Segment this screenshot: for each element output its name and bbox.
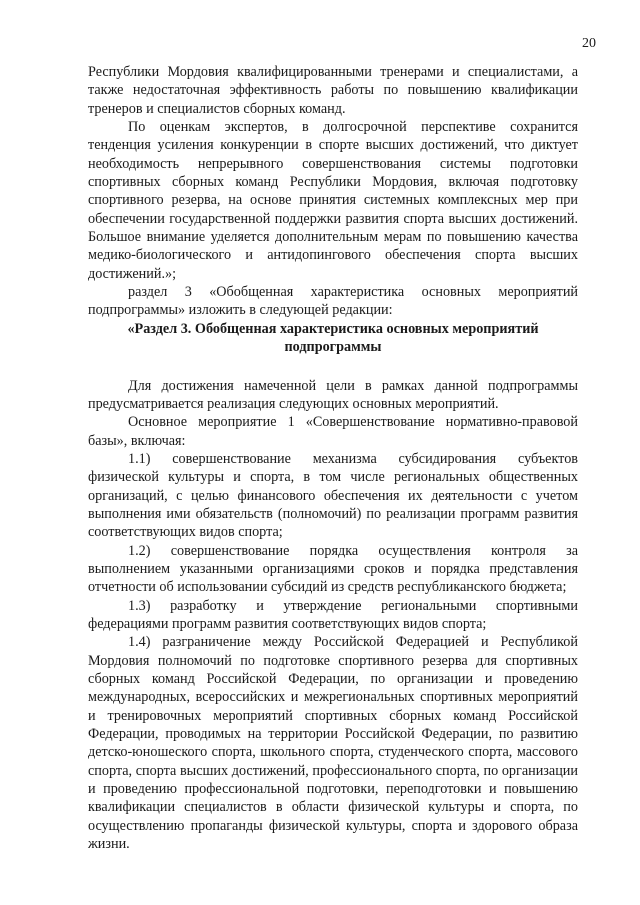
list-item: 1.3) разработку и утверждение региональными спортивными федерациями программ развития соответствующих видов спорта; (88, 597, 578, 632)
paragraph: По оценкам экспертов, в долгосрочной перспективе сохранится тенденция усиления конкуренции в спорте высших достижений, что диктует необходимость непрерывного совершенствования системы подготовки спортивных сборных команд Республики Мордовия, включая подготовку спортивного резерва, на основе принятия системных комплексных мер при обеспечении государственной поддержки развития спорта высших достижений. Большое внимание уделяется дополнительным мерам по повышению качества медико-биологического и антидопингового обеспечения спорта высших достижений.»; (88, 119, 578, 282)
paragraph: Республики Мордовия квалифицированными тренерами и специалистами, а также недостаточная эффективность работы по повышению квалификации тренеров и специалистов сборных команд. (88, 64, 578, 117)
document-body (88, 63, 578, 853)
paragraph: раздел 3 «Обобщенная характеристика основных мероприятий подпрограммы» изложить в следующей редакции: (88, 284, 578, 319)
page-number: 20 (582, 36, 596, 51)
list-item: 1.1) совершенствование механизма субсидирования субъектов физической культуры и спорта, в том числе региональных общественных организаций, с целью финансового обеспечения их деятельности с учетом выполнения ими обязательств (полномочий) по реализации программ развития соответствующих видов спорта; (88, 450, 578, 541)
section-heading: «Раздел 3. Обобщенная характеристика основных мероприятий подпрограммы (127, 320, 539, 356)
list-item: 1.4) разграничение между Российской Федерацией и Республикой Мордовия полномочий по подготовке спортивного резерва для спортивных сборных команд Российской Федерации, по организации и проведению международных, всероссийских и межрегиональных спортивных мероприятий и тренировочных мероприятий спортивных сборных команд Российской Федерации, проводимых на территории Российской Федерации, по развитию детско-юношеского спорта, школьного спорта, студенческого спорта, массового спорта, спорта высших достижений, профессионального спорта, по организации и проведению профессиональной подготовки, переподготовки и повышению квалификации специалистов в области физической культуры и спорта, по осуществлению пропаганды физической культуры, спорта и здорового образа жизни. (88, 634, 578, 853)
paragraph: Основное мероприятие 1 «Совершенствование нормативно-правовой базы», включая: (88, 414, 578, 449)
paragraph: Для достижения намеченной цели в рамках данной подпрограммы предусматривается реализация следующих основных мероприятий. (88, 377, 578, 412)
list-item: 1.2) совершенствование порядка осуществления контроля за выполнением указанными организациями сроков и порядка представления отчетности об использовании субсидий из средств республиканского бюджета; (88, 542, 578, 596)
